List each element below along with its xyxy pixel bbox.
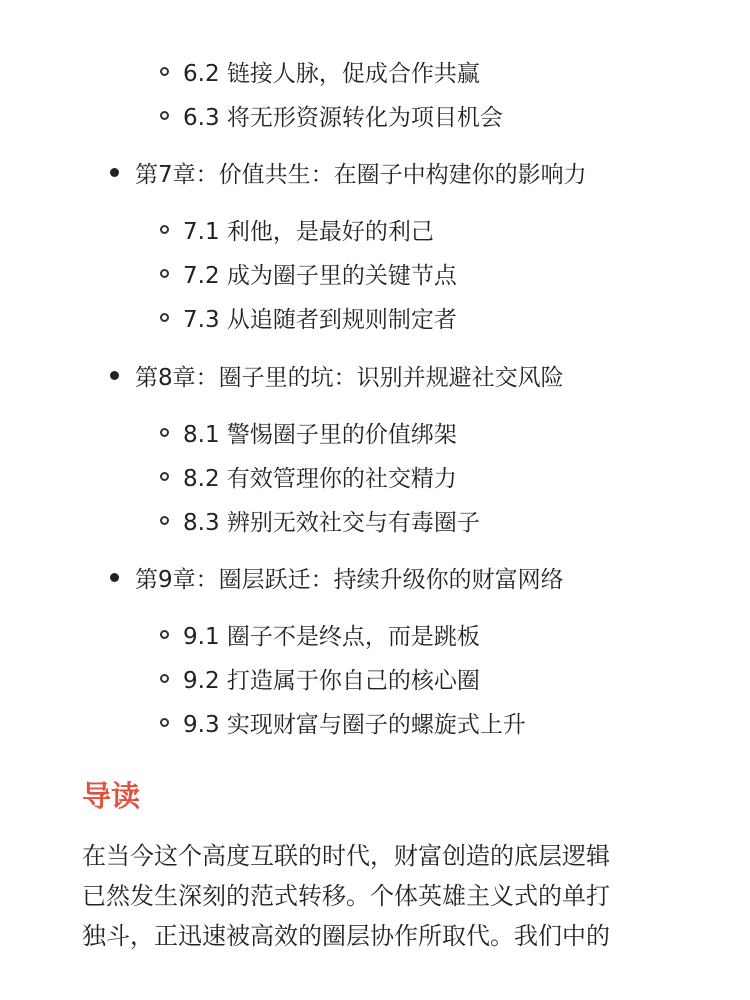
filled-bullet-icon [110,371,119,380]
section-heading-intro: 导读 [82,779,141,813]
toc-subitem-9-1[interactable] [160,616,480,652]
intro-paragraph-line: 已然发生深刻的范式转移。个体英雄主义式的单打 [82,882,610,910]
hollow-bullet-icon [160,225,169,234]
toc-subitem-label: 6.2 链接人脉，促成合作共赢 [183,60,480,87]
toc-subitem-label: 9.2 打造属于你自己的核心圈 [183,667,480,694]
hollow-bullet-icon [160,111,169,120]
hollow-bullet-icon [160,630,169,639]
toc-subitem-8-1[interactable] [160,414,457,450]
toc-subitem-7-2[interactable] [160,255,457,291]
toc-subitem-8-2[interactable] [160,458,457,494]
toc-subitem-label: 9.1 圈子不是终点，而是跳板 [183,623,480,650]
toc-chapter-8[interactable] [110,357,564,393]
toc-subitem-label: 8.2 有效管理你的社交精力 [183,465,457,492]
toc-subitem-label: 7.2 成为圈子里的关键节点 [183,262,457,289]
toc-subitem-9-3[interactable] [160,704,526,740]
toc-subitem-8-3[interactable] [160,502,480,538]
filled-bullet-icon [110,573,119,582]
hollow-bullet-icon [160,428,169,437]
toc-chapter-label: 第7章：价值共生：在圈子中构建你的影响力 [135,161,587,188]
toc-subitem-label: 8.3 辨别无效社交与有毒圈子 [183,509,480,536]
hollow-bullet-icon [160,313,169,322]
hollow-bullet-icon [160,67,169,76]
toc-subitem-9-2[interactable] [160,660,480,696]
toc-subitem-label: 7.3 从追随者到规则制定者 [183,306,457,333]
toc-subitem-6-2[interactable] [160,53,480,89]
toc-subitem-7-3[interactable] [160,299,457,335]
toc-subitem-label: 7.1 利他，是最好的利己 [183,218,434,245]
filled-bullet-icon [110,168,119,177]
hollow-bullet-icon [160,269,169,278]
toc-chapter-label: 第8章：圈子里的坑：识别并规避社交风险 [135,364,564,391]
toc-subitem-label: 9.3 实现财富与圈子的螺旋式上升 [183,711,526,738]
hollow-bullet-icon [160,472,169,481]
intro-paragraph-line: 独斗，正迅速被高效的圈层协作所取代。我们中的 [82,922,610,950]
toc-subitem-label: 8.1 警惕圈子里的价值绑架 [183,421,457,448]
toc-chapter-7[interactable] [110,154,587,190]
toc-subitem-6-3[interactable] [160,97,503,133]
intro-paragraph-line: 在当今这个高度互联的时代，财富创造的底层逻辑 [82,842,610,870]
hollow-bullet-icon [160,516,169,525]
hollow-bullet-icon [160,674,169,683]
hollow-bullet-icon [160,718,169,727]
toc-chapter-label: 第9章：圈层跃迁：持续升级你的财富网络 [135,566,564,593]
toc-chapter-9[interactable] [110,559,564,595]
toc-subitem-7-1[interactable] [160,211,434,247]
toc-subitem-label: 6.3 将无形资源转化为项目机会 [183,104,503,131]
